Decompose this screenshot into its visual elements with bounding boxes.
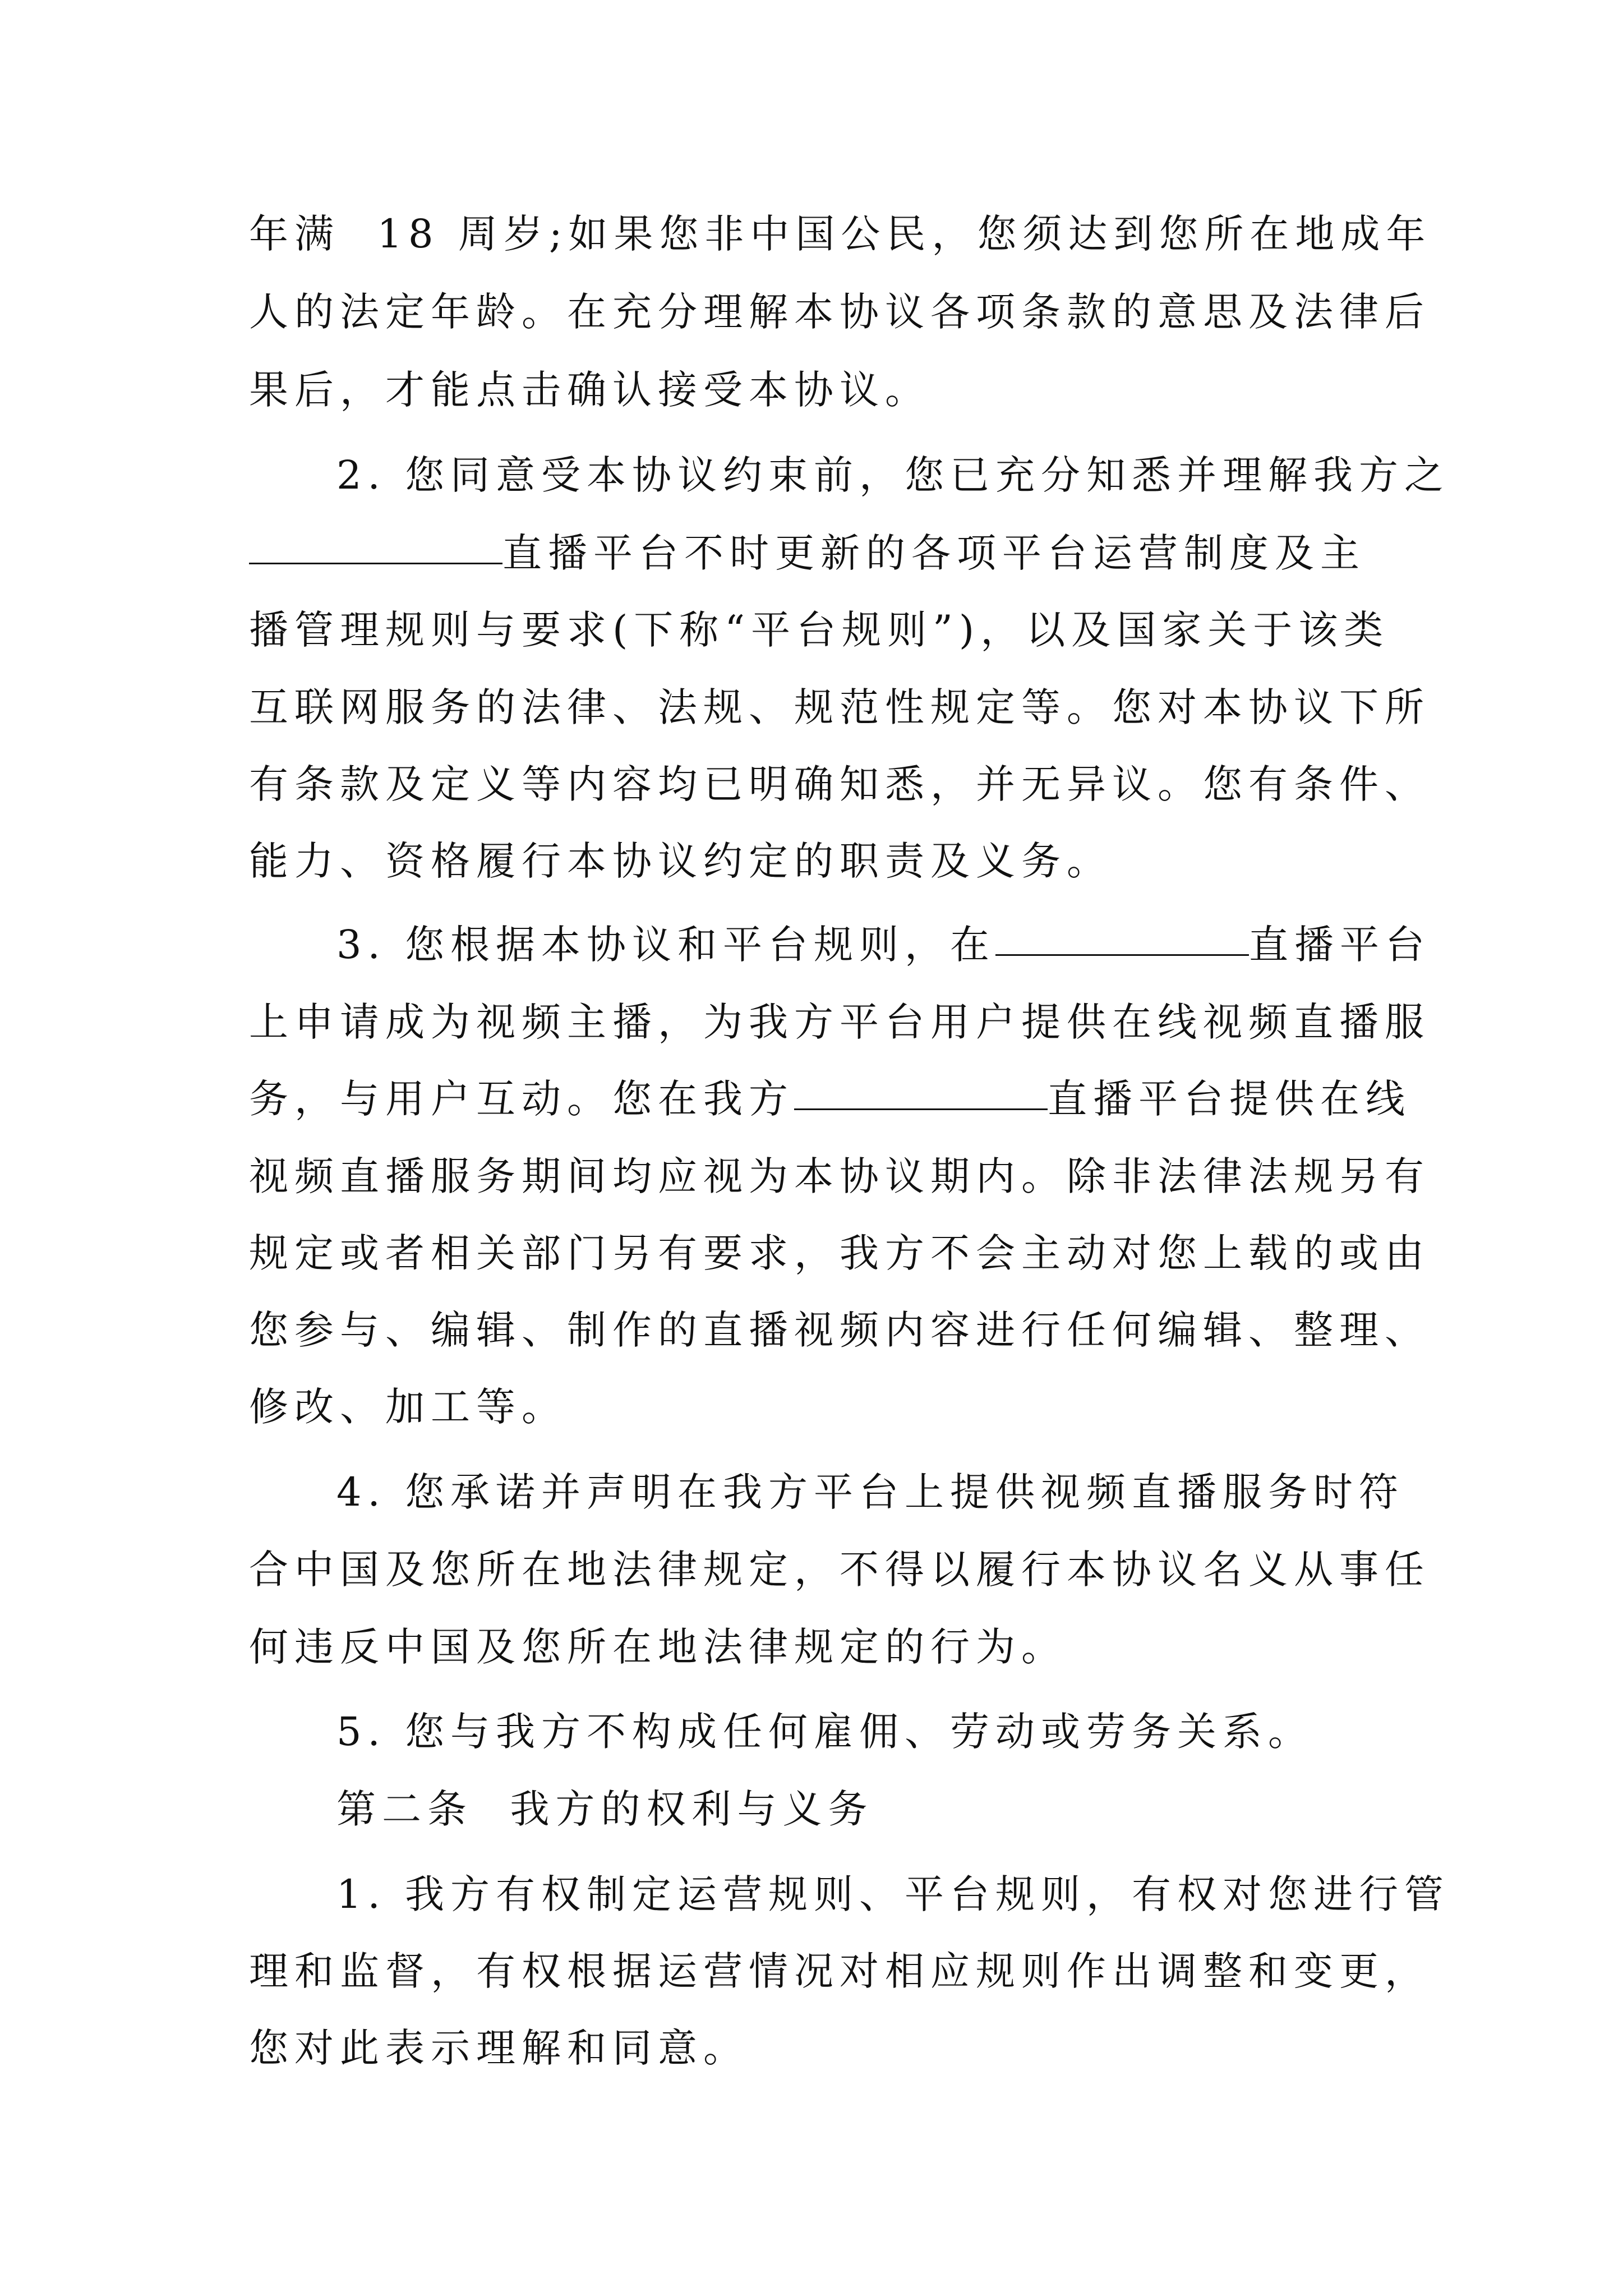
paragraph-line: 视频直播服务期间均应视为本协议期内。除非法律法规另有 (249, 1153, 1430, 1199)
paragraph-line: 理和监督，有权根据运营情况对相应规则作出调整和变更， (249, 1948, 1430, 1994)
line-text: 务，与用户互动。您在我方 (249, 1076, 794, 1122)
paragraph-line: 互联网服务的法律、法规、规范性规定等。您对本协议下所 (249, 684, 1430, 730)
line-text: 直播平台 (1249, 922, 1431, 968)
paragraph-line (336, 908, 1431, 981)
paragraph-line (249, 517, 1404, 590)
line-text: 直播平台不时更新的各项平台运营制度及主 (502, 530, 1366, 576)
blank-underline (794, 1069, 1048, 1110)
paragraph-line: 1. 我方有权制定运营规则、平台规则，有权对您进行管 (336, 1871, 1450, 1917)
blank-underline (249, 523, 502, 564)
paragraph-line: 您参与、编辑、制作的直播视频内容进行任何编辑、整理、 (249, 1307, 1430, 1353)
line-text: 3. 您根据本协议和平台规则，在 (336, 922, 996, 968)
paragraph-line: 年满 18 周岁;如果您非中国公民，您须达到您所在地成年 (249, 211, 1432, 257)
paragraph-line: 有条款及定义等内容均已明确知悉，并无异议。您有条件、 (249, 761, 1430, 807)
paragraph-line: 合中国及您所在地法律规定，不得以履行本协议名义从事任 (249, 1547, 1430, 1593)
paragraph-line: 您对此表示理解和同意。 (249, 2025, 749, 2071)
blank-underline (995, 915, 1249, 956)
paragraph-line: 能力、资格履行本协议约定的职责及义务。 (249, 838, 1112, 884)
section-heading: 第二条 我方的权利与义务 (336, 1786, 874, 1832)
paragraph-line: 5. 您与我方不构成任何雇佣、劳动或劳务关系。 (336, 1709, 1314, 1755)
paragraph-line: 何违反中国及您所在地法律规定的行为。 (249, 1624, 1067, 1670)
paragraph-line: 果后，才能点击确认接受本协议。 (249, 367, 930, 413)
paragraph-line: 规定或者相关部门另有要求，我方不会主动对您上载的或由 (249, 1230, 1430, 1276)
paragraph-line (249, 1062, 1411, 1135)
paragraph-line: 4. 您承诺并声明在我方平台上提供视频直播服务时符 (336, 1469, 1405, 1515)
paragraph-line: 人的法定年龄。在充分理解本协议各项条款的意思及法律后 (249, 289, 1430, 335)
paragraph-line: 2. 您同意受本协议约束前，您已充分知悉并理解我方之 (336, 452, 1450, 498)
paragraph-line: 上申请成为视频主播，为我方平台用户提供在线视频直播服 (249, 999, 1430, 1045)
line-text: 直播平台提供在线 (1048, 1076, 1411, 1122)
paragraph-line: 修改、加工等。 (249, 1384, 567, 1430)
paragraph-line: 播管理规则与要求(下称“平台规则”)，以及国家关于该类 (249, 607, 1390, 653)
